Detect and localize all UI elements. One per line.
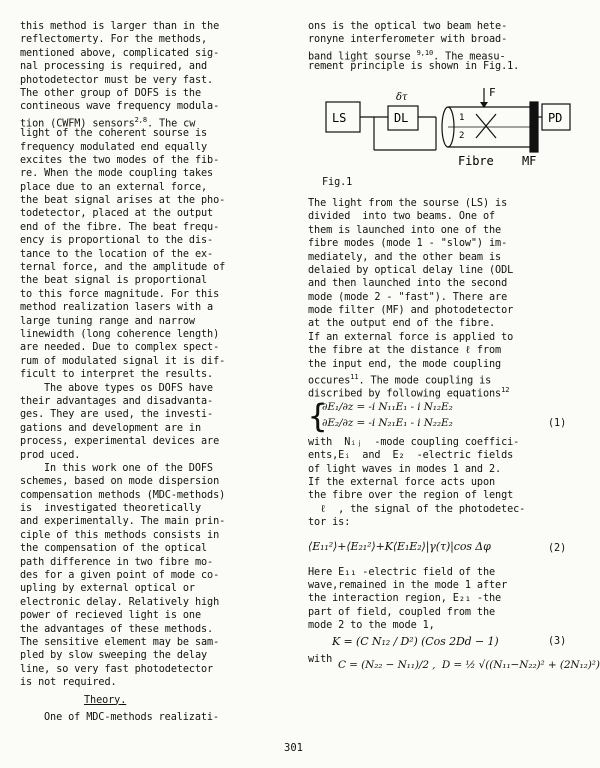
mf-label: MF [522, 153, 537, 168]
text-line: upling by external optical or [20, 583, 195, 595]
fibre-label: Fibre [458, 153, 494, 168]
text-line: linewidth (long coherence length) [20, 328, 220, 340]
text-line: One of MDC-methods realizati- [44, 711, 219, 723]
text-line: place due to an external force, [20, 181, 208, 193]
text-line: divided into two beams. One of [308, 211, 496, 223]
paragraph-coefficients [308, 436, 584, 530]
right-column [308, 20, 600, 675]
force-label: F [489, 85, 496, 99]
text-line: reflectomerty. For the methods, [20, 34, 208, 46]
pd-label: PD [548, 110, 563, 125]
text-line: delaied by optical delay line (ODL [308, 264, 514, 276]
figure-caption: Fig.1 [322, 176, 353, 188]
paragraph-start: In this work one of the DOFS [44, 462, 213, 474]
text-line: Here E₁₁ -electric field of the [308, 566, 496, 578]
text-line: The sensitive element may be sam- [20, 636, 220, 648]
page-number: 301 [284, 742, 303, 754]
left-column [20, 20, 288, 724]
text-line: mediately, and the other beam is [308, 251, 502, 263]
text-line: ency is proportional to the dis- [20, 235, 214, 247]
text-line: ons is the optical two beam hete- [308, 21, 508, 32]
text-line: compensation methods (MDC-methods) [20, 489, 226, 501]
text-line: ternal force, and the amplitude of [20, 262, 226, 274]
text-line: tor is: [308, 517, 351, 529]
text-line: with Nᵢⱼ -mode coupling coeffici- [308, 436, 520, 448]
text-line: ficult to interpret the results. [20, 369, 214, 381]
text-line: If the external force acts upon [308, 476, 496, 488]
text-line: nal processing is required, and [20, 61, 208, 73]
paragraph-start: The above types os DOFS have [44, 382, 213, 394]
equation-4 [308, 653, 600, 675]
with-label: with [308, 653, 333, 665]
text-line: frequency modulated end equally [20, 141, 208, 153]
paragraph-description [308, 197, 584, 371]
text-line: line, so very fast photodetector [20, 663, 214, 675]
text-line: photodetector must be very fast. [20, 74, 214, 86]
text-line: part of field, coupled from the [308, 606, 496, 618]
text-line: rement principle is shown in Fig.1. [308, 61, 520, 73]
text-line: gations and development are in [20, 422, 202, 434]
text-line: the compensation of the optical [20, 543, 208, 555]
text-line: is not required. [20, 677, 117, 689]
section-heading: Theory. [84, 694, 127, 706]
text-line: occures$^{11}$. The mode coupling is [308, 373, 492, 387]
equation-number: (2) [548, 542, 567, 554]
text-line: The other group of DOFS is the [20, 87, 202, 99]
text-line: path difference in two fibre mo- [20, 556, 214, 568]
delay-label: δτ [396, 91, 408, 103]
text-line: des for a given point of mode co- [20, 570, 220, 582]
equation-1-line-b: ∂E₂/∂z = -i N₂₁E₁ - i N₂₂E₂ [322, 416, 453, 429]
text-line: the input end, the mode coupling [308, 358, 502, 370]
text-line: process, experimental devices are [20, 436, 220, 448]
text-line: is investigated theoretically [20, 503, 202, 515]
text-line: ciple of this methods consists in [20, 529, 220, 541]
text-line: and experimentally. The main prin- [20, 516, 226, 528]
equation-1-line-a: ∂E₁/∂z = -i N₁₁E₁ - i N₁₂E₂ [322, 400, 453, 413]
text-line: mode 2 to the mode 1, [308, 620, 435, 632]
text-line: power of recieved light is one [20, 610, 202, 622]
text-line: and then launched into the second [308, 278, 508, 290]
text-line: band light sourse $^{9,10}$. The measu- [308, 48, 506, 63]
text-line: method realization lasers with a [20, 302, 214, 314]
text-line: ℓ , the signal of the photodetec- [308, 503, 526, 515]
text-line: are needed. Due to complex spect- [20, 342, 220, 354]
text-line: re. When the mode coupling takes [20, 168, 214, 180]
text-line: ges. They are used, the investi- [20, 409, 214, 421]
text-line: this method is larger than in the [20, 21, 220, 32]
figure-1-diagram [308, 80, 578, 172]
text-line: tance to the location of the ex- [20, 248, 214, 260]
text-line: of light waves in modes 1 and 2. [308, 463, 502, 475]
ls-label: LS [332, 110, 347, 125]
text-line: mode filter (MF) and photodetector [308, 305, 514, 317]
setup-schematic [308, 80, 578, 172]
paragraph-field-defs [308, 566, 584, 633]
text-line: electronic delay. Relatively high [20, 596, 220, 608]
text-line: prod uced. [20, 449, 81, 461]
text-line: wave,remained in the mode 1 after [308, 579, 508, 591]
paragraph-types [20, 395, 288, 462]
text-line: mentioned above, complicated sig- [20, 47, 220, 59]
equation-3 [308, 633, 584, 653]
dl-label: DL [394, 110, 409, 125]
text-line: the interaction region, E₂₁ -the [308, 593, 502, 605]
equation-2 [308, 536, 584, 562]
text-line: ents,Eᵢ and E₂ -electric fields [308, 450, 514, 462]
text-line: to this force magnitude. For this [20, 288, 220, 300]
text-line: pled by slow sweeping the delay [20, 650, 208, 662]
paragraph-cwfm-intro [20, 20, 288, 114]
text-line: light of the coherent sourse is [20, 128, 208, 140]
text-line: mode (mode 2 - "fast"). There are [308, 291, 508, 303]
mode-1-label: 1 [459, 112, 465, 123]
text-line: fibre modes (mode 1 - "slow") im- [308, 238, 508, 250]
equation-number: (1) [548, 417, 567, 429]
text-line: todetector, placed at the output [20, 208, 214, 220]
text-line: The light from the sourse (LS) is [308, 197, 508, 209]
paragraph-cwfm-body [20, 127, 288, 381]
equation-number: (3) [548, 635, 567, 647]
equation-2-body: ⟨E₁₁²⟩+⟨E₂₁²⟩+K⟨E₁E₂⟩|γ(τ)|cos Δφ [308, 539, 491, 553]
text-line: ronyne interferometer with broad- [308, 34, 508, 46]
text-line: the beat signal arises at the pho- [20, 195, 226, 207]
equation-1: { ∂E₁/∂z = -i N₁₁E₁ - i N₁₂E₂ ∂E₂/∂z = -i N₂₁E₁ - i N₂₂E₂ (1) [308, 396, 567, 435]
text-line: tion (CWFM) sensors$^{2,8}$. The cw [20, 115, 196, 130]
text-line: the beat signal is proportional [20, 275, 208, 287]
text-line: contineous wave frequency modula- [20, 101, 220, 113]
text-line: end of the fibre. The beat frequ- [20, 221, 220, 233]
text-line: excites the two modes of the fib- [20, 154, 220, 166]
text-line: If an external force is applied to [308, 331, 514, 343]
text-line: the advantages of these methods. [20, 623, 214, 635]
mode-2-label: 2 [459, 130, 465, 141]
text-line: rum of modulated signal it is dif- [20, 355, 226, 367]
text-line: large tuning range and narrow [20, 315, 195, 327]
equation-4-body: C = (N₂₂ − N₁₁)/2 , D = ½ √((N₁₁−N₂₂)² + (2N₁₂)²) [338, 658, 600, 671]
text-line: discribed by following equations$^{12}$ [308, 386, 510, 400]
text-line: their advantages and disadvanta- [20, 395, 214, 407]
text-line: the fibre at the distance ℓ from [308, 345, 502, 357]
text-line: schemes, based on mode dispersion [20, 476, 220, 488]
paragraph-mdc [20, 475, 288, 689]
text-line: at the output end of the fibre. [308, 318, 496, 330]
text-line: the fibre over the region of lengt [308, 490, 514, 502]
text-line: them is launched into one of the [308, 224, 502, 236]
equation-3-body: K = (C N₁₂ / D²) (Cos 2Dd − 1) [332, 634, 499, 648]
